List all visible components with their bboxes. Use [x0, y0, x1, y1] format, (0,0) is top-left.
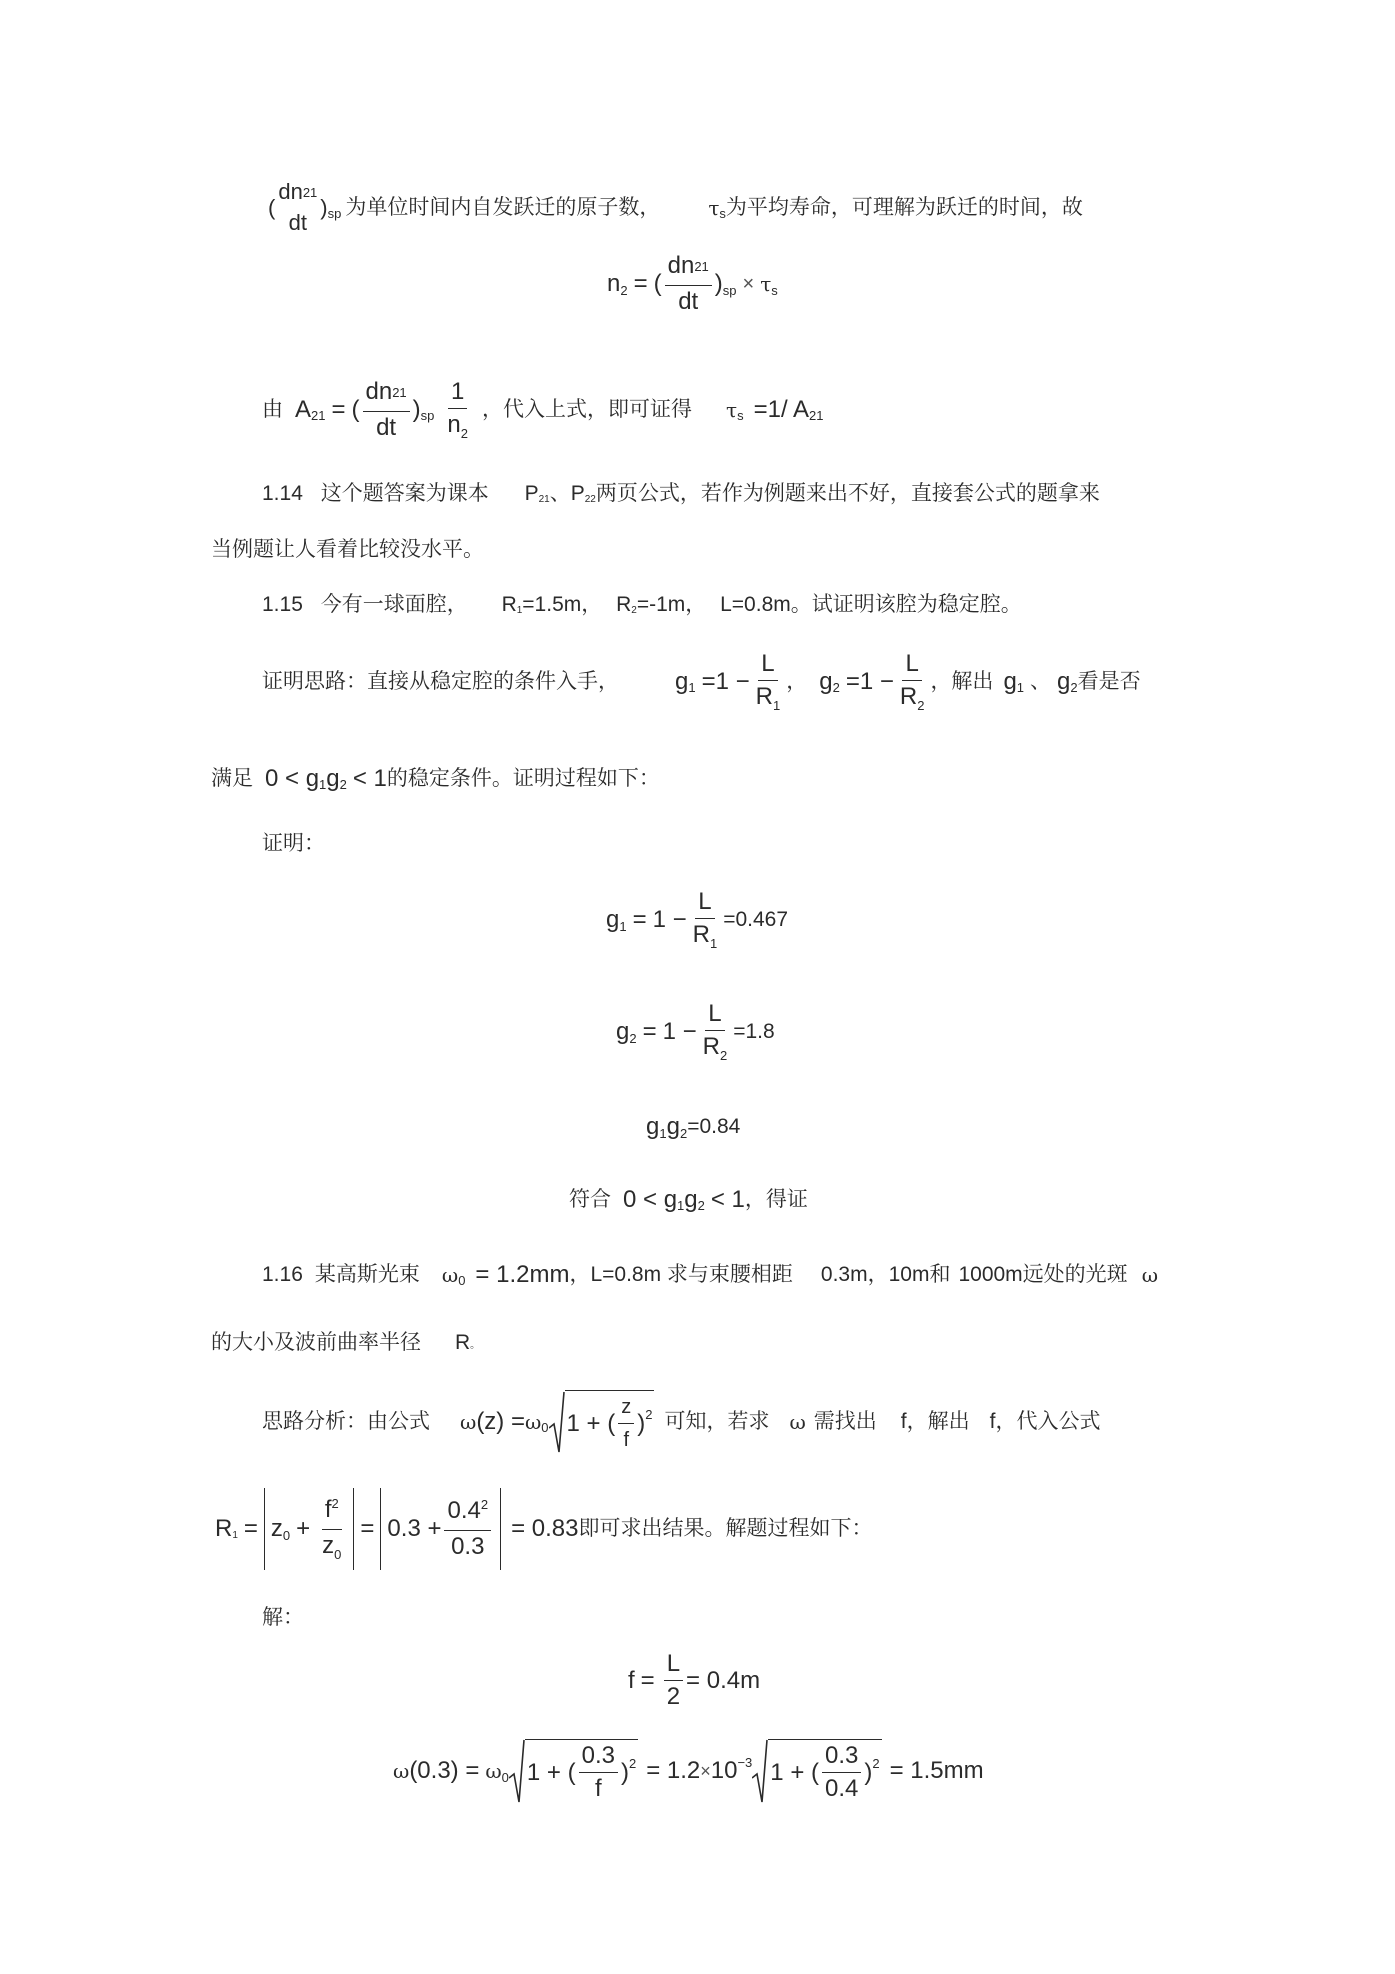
equation-n2: n 2 = ( $\frac{dn21}{dt}$ ) sp × τ s: [607, 252, 778, 315]
proof-conclusion: 符合 0 < g 1 g 2 < 1 ，得证: [569, 1186, 808, 1213]
R-formula-line: R 1 = z 0 + $\frac{f^2}{z_0}$ = 0.3 + $\frac{0.4^2}{0.3}$ = 0.83 即可求出结果。解题过程如下：: [215, 1488, 872, 1570]
paragraph-spontaneous-emission: ( dn21 dt ) sp 为单位时间内自发跃迁的原子数， τ s 为平均寿命，可理解为跃迁的时间，故: [268, 179, 1083, 235]
stability-condition-line: 满足 0 < g 1 g 2 < 1 的稳定条件。证明过程如下：: [211, 765, 660, 792]
problem-1-15: 1.15 今有一球面腔， R1=1.5m， R2=-1m， L=0.8m。试证明该腔为稳定腔。: [262, 593, 1022, 616]
sqrt-symbol: 1 + ( $\frac{z}{f}$ ) 2: [549, 1390, 655, 1454]
problem-1-16-line1: 1.16 某高斯光束 ω 0 = 1.2mm ，L=0.8m 求与束腰相距 0.3m，10m和 1000m远处的光斑 ω: [262, 1261, 1158, 1288]
paragraph-A21: 由 A 21 = ( $\frac{dn21}{dt}$ ) sp $\frac{1}{n_2}$ ，代入上式，即可证得 τ s =1/ A 21: [262, 378, 824, 441]
problem-1-14-line1: 1.14 这个题答案为课本 P21、P22两页公式，若作为例题来出不好，直接套公式的题拿来: [262, 482, 1100, 505]
equation-f: f = $\frac{L}{2}$ = 0.4m: [628, 1650, 761, 1710]
equation-g1g2: g 1 g 2 =0.84: [646, 1113, 741, 1141]
proof-idea: 证明思路：直接从稳定腔的条件入手， g 1 =1 − $\frac{L}{R_1}$ ， g 2 =1 − $\frac{L}{R_2}$ ，解出 g 1 、 g 2 看是否: [262, 650, 1141, 713]
analysis-line: 思路分析：由公式 ω (z) = ω 0 1 + ( $\frac{z}{f}$ ) 2 可知，若求 ω 需找出 f ，解出 f ，代入公式: [262, 1390, 1100, 1454]
problem-1-16-line2: 的大小及波前曲率半径 R 。: [211, 1331, 481, 1354]
solution-label: 解：: [262, 1606, 304, 1629]
equation-omega-0-3: ω (0.3) = ω 0 1 + ( $\frac{0.3}{f}$ ) 2 = 1.2 × 10 −3 1 + ( $\frac{0.3}{0.4}$ ) 2 = 1.5mm: [393, 1738, 984, 1804]
proof-label: 证明：: [262, 832, 325, 855]
equation-g1: g 1 = 1 − $\frac{L}{R_1}$ =0.467: [606, 888, 789, 951]
problem-1-14-line2: 当例题让人看着比较没水平。: [211, 538, 484, 561]
equation-g2: g 2 = 1 − $\frac{L}{R_2}$ =1.8: [616, 1000, 775, 1063]
